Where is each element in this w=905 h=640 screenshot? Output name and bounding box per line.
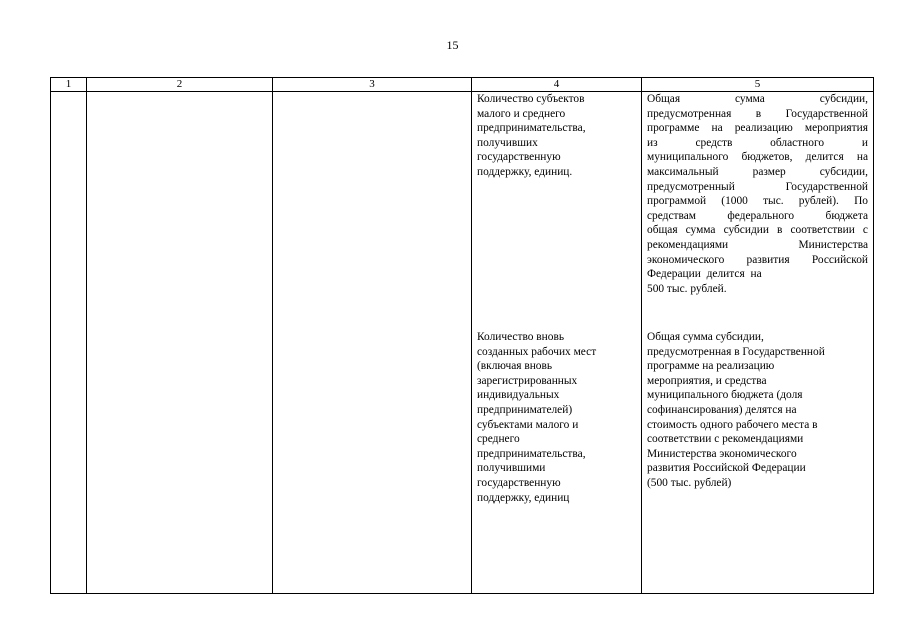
method-1-line: экономического развития Российской: [647, 253, 868, 266]
indicator-text-1: [477, 92, 636, 330]
indicator-text-2: [477, 330, 636, 505]
indicator-2-line: поддержку, единиц: [477, 491, 570, 504]
indicator-1-line: малого и среднего: [477, 107, 566, 120]
method-2-line: развития Российской Федерации: [647, 462, 806, 475]
method-1-line: предусмотренная в Государственной: [647, 107, 868, 120]
header-row: [51, 78, 874, 92]
column-header-3: 3: [273, 78, 472, 92]
indicator-2-line: созданных рабочих мест: [477, 345, 597, 358]
method-1-line: максимальный размер субсидии,: [647, 165, 868, 178]
indicator-2-line: (включая вновь: [477, 360, 553, 373]
method-1-line: рекомендациями Министерства: [647, 238, 868, 251]
indicator-2-line: предпринимателей): [477, 403, 573, 416]
method-1-line: общая сумма субсидии в соответствии с: [647, 224, 868, 237]
method-1-line: средствам федерального бюджета: [647, 209, 868, 222]
page-number: 15: [446, 38, 459, 52]
method-2-line: мероприятия, и средства: [647, 374, 767, 387]
method-1-line: из средств областного и: [647, 136, 868, 149]
cell-col1: [51, 92, 87, 594]
method-1-line: программой (1000 тыс. рублей). По: [647, 195, 868, 208]
table-row: [51, 92, 874, 594]
method-1-line: Федерации делится на: [647, 268, 762, 281]
method-1-line: предусмотренный Государственной: [647, 180, 868, 193]
method-2-line: (500 тыс. рублей): [647, 476, 732, 489]
method-2-line: программе на реализацию: [647, 360, 775, 373]
indicator-2-line: получившими: [477, 462, 546, 475]
method-text-2: [647, 330, 868, 491]
column-header-1: 1: [51, 78, 87, 92]
method-text-1: [647, 92, 868, 330]
indicator-1-line: Количество субъектов: [477, 93, 585, 105]
method-1-line: 500 тыс. рублей.: [647, 282, 727, 295]
method-2-line: Общая сумма субсидии,: [647, 331, 764, 343]
method-2-line: стоимость одного рабочего места в: [647, 418, 818, 431]
indicator-1-line: получивших: [477, 136, 538, 149]
indicator-2-line: предпринимательства,: [477, 447, 586, 460]
cell-indicators: [472, 92, 642, 594]
indicator-2-line: Количество вновь: [477, 331, 565, 343]
document-table: [50, 77, 874, 594]
cell-methods: [642, 92, 874, 594]
indicator-1-line: государственную: [477, 151, 561, 164]
method-1-line: Общая сумма субсидии,: [647, 93, 868, 105]
cell-col3: [273, 92, 472, 594]
indicator-2-line: среднего: [477, 433, 520, 446]
method-1-line: муниципального бюджетов, делится на: [647, 151, 868, 164]
method-1-line: программе на реализацию мероприятия: [647, 122, 868, 135]
indicator-2-line: государственную: [477, 476, 561, 489]
indicator-1-line: предпринимательства,: [477, 122, 586, 135]
method-2-line: предусмотренная в Государственной: [647, 345, 825, 358]
indicator-2-line: субъектами малого и: [477, 418, 579, 431]
method-2-line: Министерства экономического: [647, 447, 797, 460]
column-header-4: 4: [472, 78, 642, 92]
indicator-2-line: индивидуальных: [477, 389, 560, 402]
column-header-2: 2: [87, 78, 273, 92]
method-2-line: соответствии с рекомендациями: [647, 433, 804, 446]
column-header-5: 5: [642, 78, 874, 92]
method-2-line: софинансирования) делятся на: [647, 403, 797, 416]
cell-col2: [87, 92, 273, 594]
method-2-line: муниципального бюджета (доля: [647, 389, 803, 402]
indicator-1-line: поддержку, единиц.: [477, 165, 573, 178]
indicator-2-line: зарегистрированных: [477, 374, 578, 387]
